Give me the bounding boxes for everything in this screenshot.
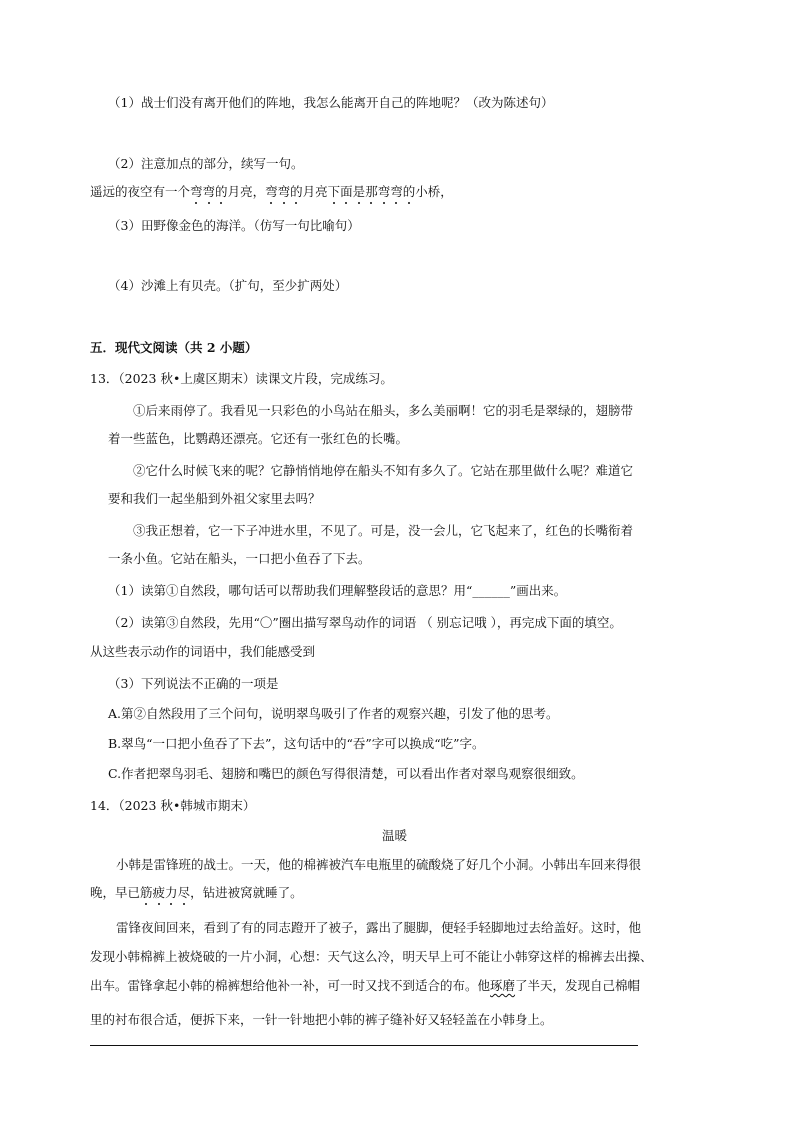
q14-story-title: 温暖 — [382, 828, 408, 843]
q12-item-4: （4）沙滩上有贝壳。（扩句，至少扩两处） — [108, 278, 348, 293]
q12-item-3: （3）田野像金色的海洋。（仿写一句比喻句） — [108, 218, 360, 233]
q14-story-p1-line2: 晚，早已筋疲力尽，钻进被窝就睡了。 — [90, 885, 303, 900]
q13-passage-p3-line1: ③我正想着，它一下子冲进水里，不见了。可是，没一会儿，它飞起来了，红色的长嘴衔着 — [133, 523, 634, 538]
q13-option-c: C.作者把翠鸟羽毛、翅膀和嘴巴的颜色写得很清楚，可以看出作者对翠鸟观察很细致。 — [108, 766, 584, 781]
q14-story-p2-line1: 雷锋夜间回来，看到了有的同志蹬开了被子，露出了腿脚，便轻手轻脚地过去给盖好。这时，他 — [116, 920, 642, 935]
q14-story-p2-line2: 发现小韩棉裤上被烧破的一片小洞，心想：天气这么冷，明天早上可不能让小韩穿这样的棉裤去出操、 — [90, 949, 653, 964]
q14-header: 14．（2023 秋•韩城市期末） — [90, 798, 256, 813]
q12-item-2-sentence: 遥远的夜空有一个弯弯的月亮，弯弯的月亮下面是那弯弯的小桥， — [90, 184, 453, 199]
q13-passage-p2-line2: 要和我们一起坐船到外祖父家里去吗？ — [108, 491, 321, 506]
q13-sub-2-continued: 从这些表示动作的词语中，我们能感受到 — [90, 644, 316, 659]
q13-header: 13．（2023 秋•上虞区期末）读课文片段，完成练习。 — [90, 371, 393, 386]
section-heading: 五．现代文阅读（共 2 小题） — [90, 340, 258, 355]
q13-passage-p3-line2: 一条小鱼。它站在船头，一口把小鱼吞了下去。 — [108, 551, 371, 566]
wavy-underlined-word: 琢磨 — [490, 978, 516, 993]
q13-passage-p1-line2: 着一些蓝色，比鹦鹉还漂亮。它还有一张红色的长嘴。 — [108, 431, 409, 446]
q13-sub-2: （2）读第③自然段，先用“〇”圈出描写翠鸟动作的词语 （ 别忘记哦 ），再完成下面的填空。 — [108, 615, 622, 630]
q14-story-p2-line3: 出车。雷锋拿起小韩的棉裤想给他补一补，可一时又找不到适合的布。他琢磨了半天，发现自己棉帽 — [90, 978, 641, 993]
q14-story-p2-line4: 里的衬布很合适，便拆下来，一针一针地把小韩的裤子缝补好又轻轻盖在小韩身上。 — [90, 1012, 553, 1027]
answer-line — [90, 1045, 638, 1046]
q13-option-a: A.第②自然段用了三个问句，说明翠鸟吸引了作者的观察兴趣，引发了他的思考。 — [108, 706, 559, 721]
q13-sub-3: （3）下列说法不正确的一项是 — [108, 676, 279, 691]
q14-story-p1-line1: 小韩是雷锋班的战士。一天，他的棉裤被汽车电瓶里的硫酸烧了好几个小洞。小韩出车回来得很 — [116, 857, 642, 872]
q12-item-1: （1）战士们没有离开他们的阵地，我怎么能离开自己的阵地呢？（改为陈述句） — [108, 95, 554, 110]
q12-item-2: （2）注意加点的部分，续写一句。 — [108, 156, 304, 171]
q13-passage-p2-line1: ②它什么时候飞来的呢？它静悄悄地停在船头不知有多久了。它站在那里做什么呢？难道它 — [133, 463, 634, 478]
q13-passage-p1-line1: ①后来雨停了。我看见一只彩色的小鸟站在船头，多么美丽啊！它的羽毛是翠绿的，翅膀带 — [133, 403, 634, 418]
q13-option-b: B.翠鸟“一口把小鱼吞了下去”，这句话中的“吞”字可以换成“吃”字。 — [108, 736, 485, 751]
q13-sub-1: （1）读第①自然段，哪句话可以帮助我们理解整段话的意思？用“______”画出来。 — [108, 583, 567, 598]
